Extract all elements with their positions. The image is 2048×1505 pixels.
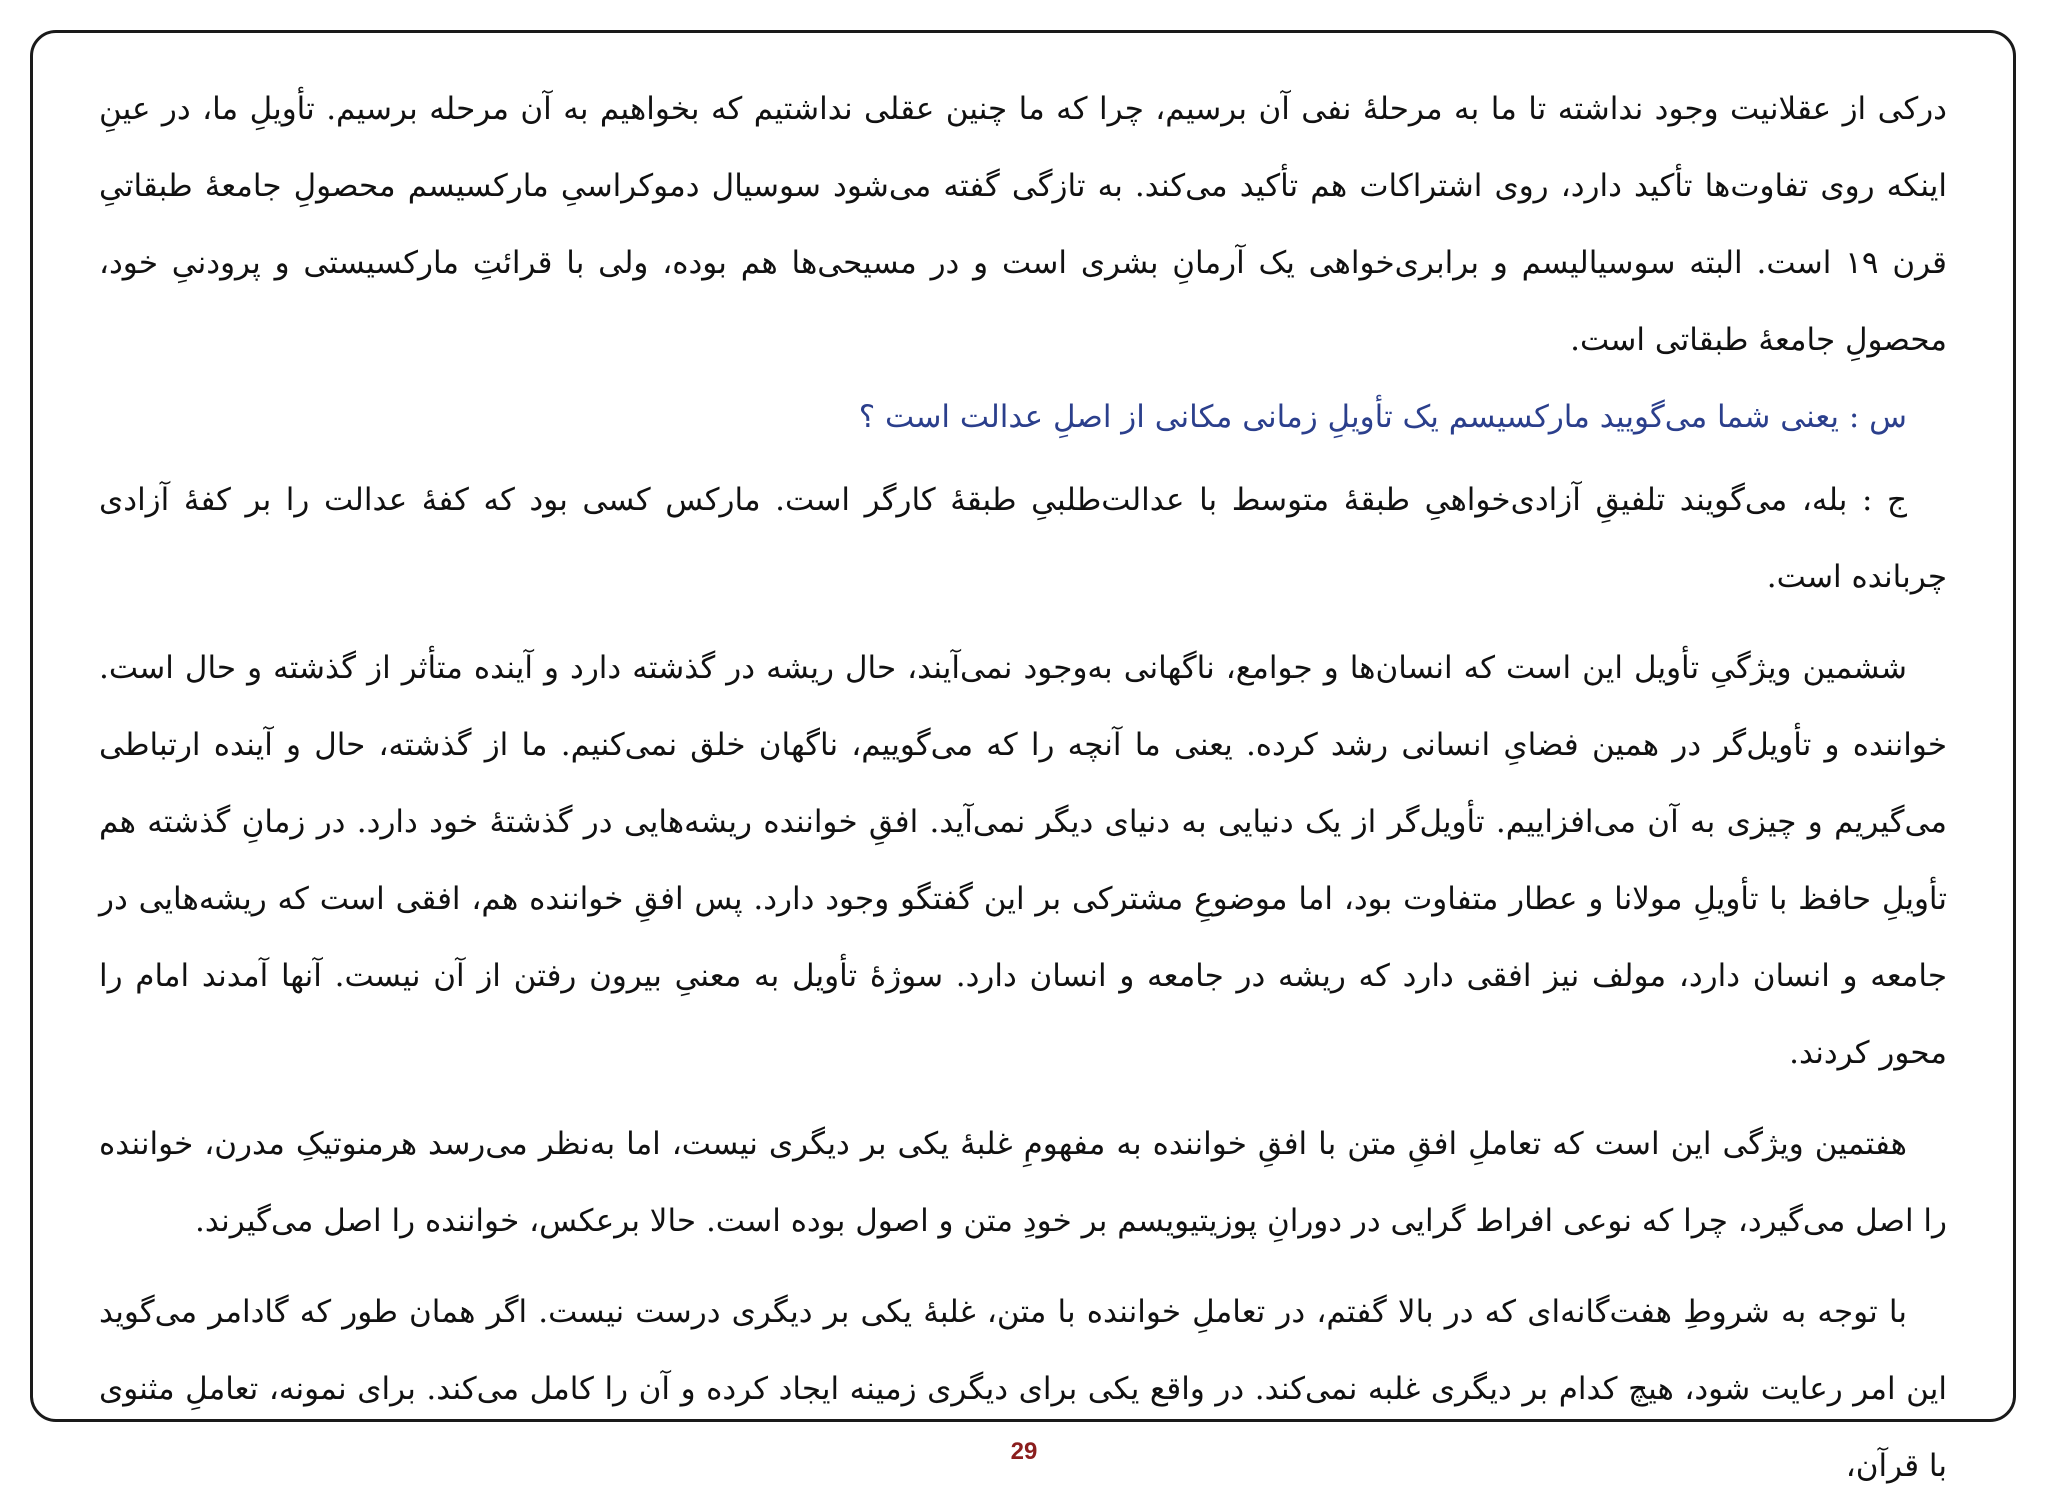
text-body <box>99 71 1947 1505</box>
paragraph-sixth-feature: ششمین ویژگیِ تأویل این است که انسان‌ها و جوامع، ناگهانی به‌وجود نمی‌آیند، حال ریشه در گذشته دارد و آینده متأثر از گذشته و حال است. خواننده و تأویل‌گر در همین فضایِ انسانی رشد کرده. یعنی ما آنچه را که می‌گوییم، ناگهان خلق نمی‌کنیم. ما از گذشته، حال و آینده ارتباطی می‌گیریم و چیزی به آن می‌افزاییم. تأویل‌گر از یک دنیایی به دنیای دیگر نمی‌آید. افقِ خواننده ریشه‌هایی در گذشتهٔ خود دارد. در زمانِ گذشته هم تأویلِ حافظ با تأویلِ مولانا و عطار متفاوت بود، اما موضوعِ مشترکی بر این گفتگو وجود دارد. پس افقِ خواننده هم، افقی است که ریشه‌هایی در جامعه و انسان دارد، مولف نیز افقی دارد که ریشه در جامعه و انسان دارد. سوژهٔ تأویل به معنیِ بیرون رفتن از آن نیست. آنها آمدند امام را محور کردند. <box>99 650 1947 1071</box>
paragraph-seventh-feature: هفتمین ویژگی این است که تعاملِ افقِ متن با افقِ خواننده به مفهومِ غلبهٔ یکی بر دیگری نیست، اما به‌نظر می‌رسد هرمنوتیکِ مدرن، خواننده را اصل می‌گیرد، چرا که نوعی افراط گرایی در دورانِ پوزیتیویسم بر خودِ متن و اصول بوده است. حالا برعکس، خواننده را اصل می‌گیرند. <box>99 1126 1947 1239</box>
paragraph-intro: درکی از عقلانیت وجود نداشته تا ما به مرحلهٔ نفی آن برسیم، چرا که ما چنین عقلی نداشتیم که بخواهیم به آن مرحله برسیم. تأویلِ ما، در عینِ اینکه روی تفاوت‌ها تأکید دارد، روی اشتراکات هم تأکید می‌کند. به تازگی گفته می‌شود سوسیال دموکراسیِ مارکسیسم محصولِ جامعهٔ طبقاتیِ قرن ۱۹ است. البته سوسیالیسم و برابری‌خواهی یک آرمانِ بشری است و در مسیحی‌ها هم بوده، ولی با قرائتِ مارکسیستی و پرودنیِ خود، محصولِ جامعهٔ طبقاتی است. <box>99 91 1948 358</box>
answer-paragraph: ج : بله، می‌گویند تلفیقِ آزادی‌خواهیِ طبقهٔ متوسط با عدالت‌طلبیِ طبقهٔ کارگر است. مارکس کسی بود که کفهٔ عدالت را بر کفهٔ آزادی چربانده است. <box>99 482 1947 595</box>
page-number: 29 <box>1010 1438 1038 1465</box>
question-line: س : یعنی شما می‌گویید مارکسیسم یک تأویلِ زمانی مکانی از اصلِ عدالت است ؟ <box>858 399 1907 435</box>
paragraph-conclusion: با توجه به شروطِ هفت‌گانه‌ای که در بالا گفتم، در تعاملِ خواننده با متن، غلبهٔ یکی بر دیگری درست نیست. اگر همان طور که گادامر می‌گوید این امر رعایت شود، هیچ کدام بر دیگری غلبه نمی‌کند. در واقع یکی برای دیگری زمینه ایجاد کرده و آن را کامل می‌کند. برای نمونه، تعاملِ مثنوی با قرآن، <box>99 1294 1947 1484</box>
